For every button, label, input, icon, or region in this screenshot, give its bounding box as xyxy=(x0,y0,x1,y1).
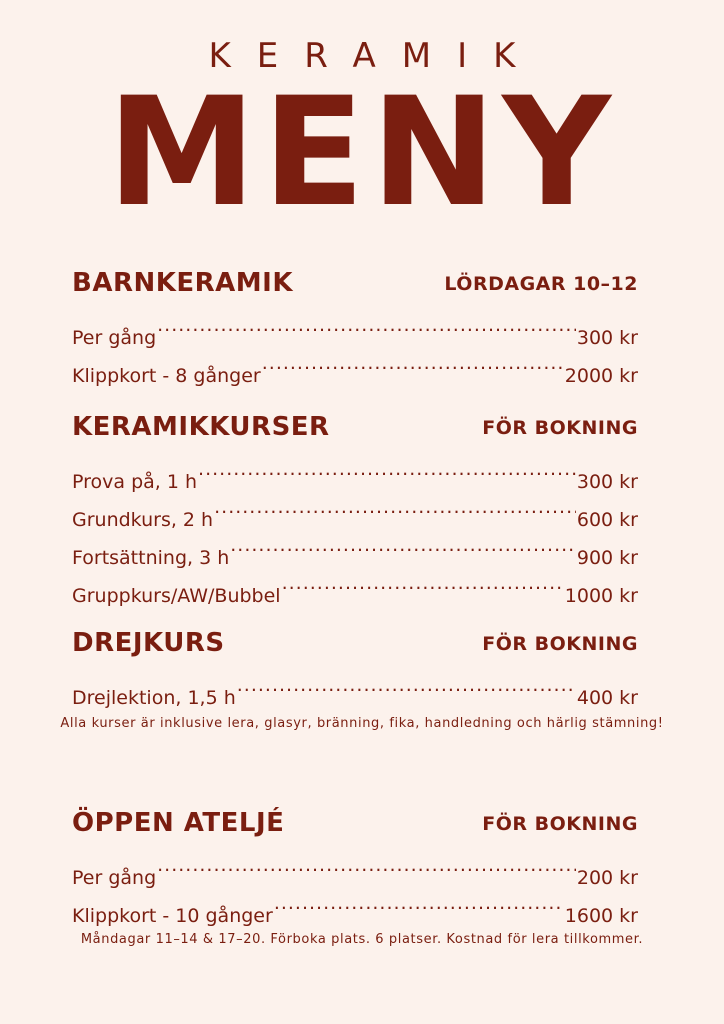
item-name: Klippkort - 10 gånger xyxy=(72,905,273,927)
item-name: Grundkurs, 2 h xyxy=(72,509,214,531)
section-booking-note: FÖR BOKNING xyxy=(482,633,638,655)
item-price: 900 kr xyxy=(576,547,638,569)
section-header xyxy=(72,626,638,660)
menu-item xyxy=(72,846,638,889)
item-price: 1000 kr xyxy=(564,585,638,607)
item-price: 200 kr xyxy=(576,867,638,889)
menu-item xyxy=(72,306,638,349)
item-name: Prova på, 1 h xyxy=(72,471,198,493)
item-name: Drejlektion, 1,5 h xyxy=(72,687,236,709)
item-price: 300 kr xyxy=(576,471,638,493)
item-name: Klippkort - 8 gånger xyxy=(72,365,261,387)
section-title: ÖPPEN ATELJÉ xyxy=(72,808,285,838)
item-name: Gruppkurs/AW/Bubbel xyxy=(72,585,281,607)
open-studio-info-note: Måndagar 11–14 & 17–20. Förboka plats. 6 platser. Kostnad för lera tillkommer. xyxy=(80,932,644,947)
courses-included-note: Alla kurser är inklusive lera, glasyr, bränning, fika, handledning och härlig stämning! xyxy=(60,716,664,731)
dot-leader xyxy=(157,306,576,344)
menu-item xyxy=(72,884,638,927)
item-price: 2000 kr xyxy=(564,365,638,387)
section-title: DREJKURS xyxy=(72,628,225,658)
section-barnkeramik xyxy=(72,266,638,387)
section-drejkurs xyxy=(72,626,638,709)
item-price: 400 kr xyxy=(576,687,638,709)
dot-leader xyxy=(230,526,576,564)
section-header xyxy=(72,806,638,840)
section-header xyxy=(72,266,638,300)
section-header xyxy=(72,410,638,444)
dot-leader xyxy=(198,450,576,488)
dot-leader xyxy=(262,344,564,382)
section-keramikkurser xyxy=(72,410,638,607)
menu-item xyxy=(72,666,638,709)
menu-item xyxy=(72,344,638,387)
item-price: 300 kr xyxy=(576,327,638,349)
menu-item xyxy=(72,450,638,493)
item-name: Fortsättning, 3 h xyxy=(72,547,230,569)
dot-leader xyxy=(282,564,564,602)
section-oppen-atelje xyxy=(72,806,638,927)
dot-leader xyxy=(214,488,576,526)
dot-leader xyxy=(237,666,576,704)
section-title: KERAMIKKURSER xyxy=(72,412,330,442)
section-booking-note: FÖR BOKNING xyxy=(482,813,638,835)
item-name: Per gång xyxy=(72,327,157,349)
dot-leader xyxy=(274,884,564,922)
section-schedule: LÖRDAGAR 10–12 xyxy=(444,273,638,295)
item-price: 1600 kr xyxy=(564,905,638,927)
kicker-heading: KERAMIK xyxy=(208,36,542,76)
page-title: MENY xyxy=(107,66,617,240)
item-price: 600 kr xyxy=(576,509,638,531)
section-booking-note: FÖR BOKNING xyxy=(482,417,638,439)
section-title: BARNKERAMIK xyxy=(72,268,293,298)
item-name: Per gång xyxy=(72,867,157,889)
dot-leader xyxy=(157,846,576,884)
